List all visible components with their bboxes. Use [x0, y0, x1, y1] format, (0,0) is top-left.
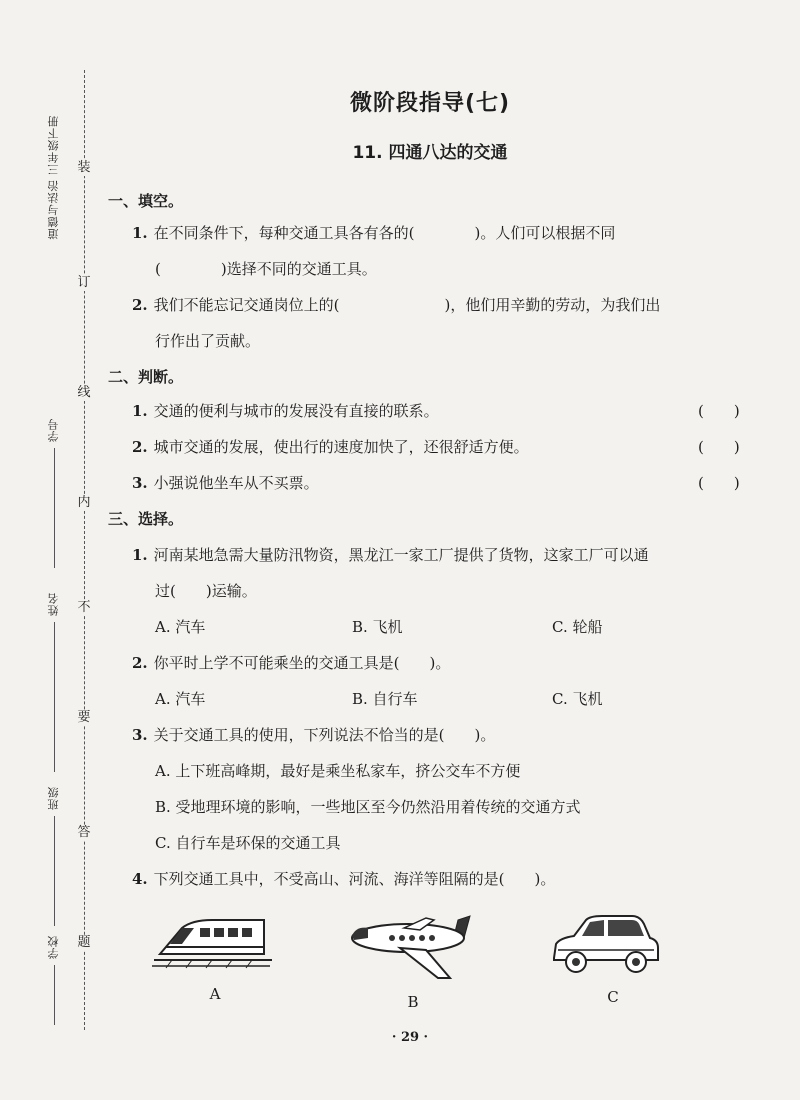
binding-word: 题	[77, 935, 91, 950]
option-a[interactable]: A. 汽车	[155, 690, 206, 708]
question-text: 下列交通工具中，不受高山、河流、海洋等阻隔的是( )。	[153, 870, 556, 888]
question-number: 2.	[132, 296, 148, 314]
option-a[interactable]: A. 上下班高峰期，最好是乘坐私家车，挤公交车不方便	[155, 762, 521, 780]
judge-item-2	[132, 436, 529, 457]
question-number: 4.	[132, 870, 148, 888]
field-name-line[interactable]	[54, 622, 55, 772]
option-b[interactable]: B. 飞机	[352, 618, 403, 636]
question-fill-1	[132, 222, 615, 243]
option-c[interactable]: C. 轮船	[552, 618, 603, 636]
binding-word: 要	[77, 710, 91, 725]
answer-paren[interactable]: ( )	[698, 474, 740, 492]
car-icon[interactable]	[550, 912, 662, 978]
question-text: 关于交通工具的使用，下列说法不恰当的是( )。	[153, 726, 496, 744]
option-c[interactable]: C. 飞机	[552, 690, 603, 708]
question-text: 我们不能忘记交通岗位上的( )，他们用辛勤的劳动，为我们出	[153, 296, 661, 314]
judge-item-3	[132, 472, 319, 493]
question-text: 交通的便利与城市的发展没有直接的联系。	[153, 402, 439, 420]
binding-line	[84, 70, 85, 1030]
book-info: 道德与法治 三年级下册	[47, 115, 60, 240]
question-text: 河南某地急需大量防汛物资，黑龙江一家工厂提供了货物，这家工厂可以通	[153, 546, 649, 564]
question-text: 小强说他坐车从不买票。	[153, 474, 319, 492]
question-number: 3.	[132, 726, 148, 744]
answer-paren[interactable]: ( )	[698, 402, 740, 420]
question-fill-1-cont: ( )选择不同的交通工具。	[155, 260, 377, 278]
field-class-line[interactable]	[54, 816, 55, 926]
lesson-title: 11. 四通八达的交通	[352, 143, 508, 163]
page-number: · 29 ·	[391, 1030, 429, 1045]
page-title: 微阶段指导(七)	[349, 91, 511, 116]
question-fill-2-cont: 行作出了贡献。	[155, 332, 261, 350]
question-fill-2	[132, 294, 660, 315]
field-student-number-label: 学号	[47, 418, 60, 442]
binding-word: 不	[77, 600, 91, 615]
option-a[interactable]: A. 汽车	[155, 618, 206, 636]
question-number: 1.	[132, 402, 148, 420]
binding-word: 订	[77, 275, 91, 290]
choice-question-1	[132, 544, 649, 565]
figure-label-b: B	[407, 993, 419, 1011]
question-number: 3.	[132, 474, 148, 492]
question-number: 2.	[132, 438, 148, 456]
choice-question-4	[132, 868, 555, 889]
choice-question-1-cont: 过( )运输。	[155, 582, 257, 600]
option-c[interactable]: C. 自行车是环保的交通工具	[155, 834, 341, 852]
binding-word: 内	[77, 495, 91, 510]
option-b[interactable]: B. 自行车	[352, 690, 418, 708]
binding-word: 线	[77, 385, 91, 400]
section-heading-judge: 二、判断。	[108, 368, 184, 386]
airplane-icon[interactable]	[346, 912, 476, 982]
section-heading-fill: 一、填空。	[108, 192, 184, 210]
answer-paren[interactable]: ( )	[698, 438, 740, 456]
question-text: 在不同条件下，每种交通工具各有各的( )。人们可以根据不同	[153, 224, 616, 242]
field-name-label: 姓名	[47, 592, 60, 616]
field-class-label: 班级	[47, 786, 60, 810]
figure-label-a: A	[209, 985, 221, 1003]
question-text: 你平时上学不可能乘坐的交通工具是( )。	[153, 654, 451, 672]
option-b[interactable]: B. 受地理环境的影响，一些地区至今仍然沿用着传统的交通方式	[155, 798, 581, 816]
section-heading-choice: 三、选择。	[108, 510, 184, 528]
question-number: 1.	[132, 224, 148, 242]
train-icon[interactable]	[152, 914, 274, 970]
question-number: 1.	[132, 546, 148, 564]
binding-word: 装	[77, 160, 91, 175]
field-school-line[interactable]	[54, 965, 55, 1025]
binding-word: 答	[77, 825, 91, 840]
choice-question-3	[132, 724, 495, 745]
choice-question-2	[132, 652, 450, 673]
question-number: 2.	[132, 654, 148, 672]
field-student-number-line[interactable]	[54, 448, 55, 568]
judge-item-1	[132, 400, 439, 421]
figure-label-c: C	[607, 988, 619, 1006]
field-school-label: 学校	[47, 935, 60, 959]
question-text: 城市交通的发展，使出行的速度加快了，还很舒适方便。	[153, 438, 529, 456]
